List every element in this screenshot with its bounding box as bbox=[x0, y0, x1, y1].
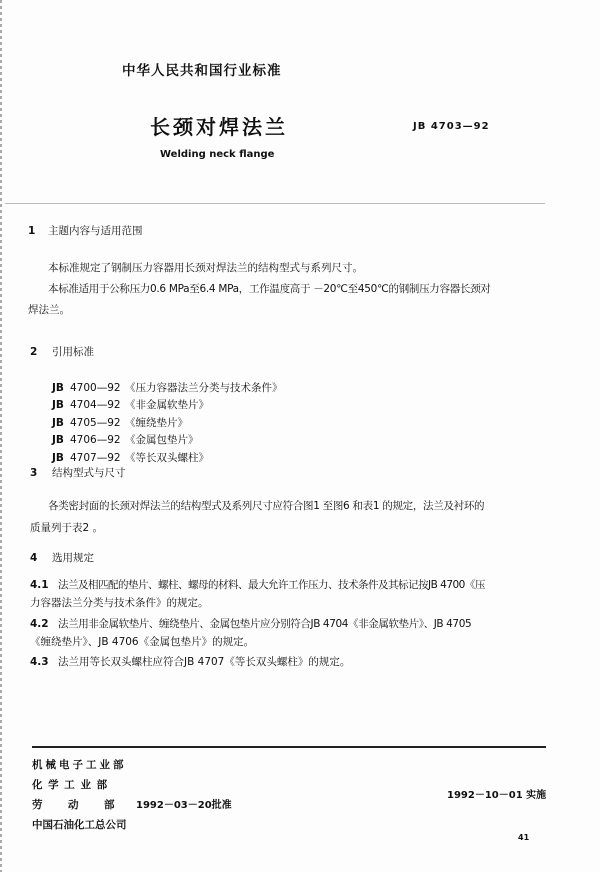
org-standard: 中华人民共和国行业标准 bbox=[122, 63, 282, 79]
english-title: Welding neck flange bbox=[160, 149, 275, 160]
section-number: 1 bbox=[28, 225, 36, 237]
clause-number: 4.3 bbox=[30, 656, 49, 668]
paragraph-line: 质量列于表2 。 bbox=[30, 522, 104, 534]
scan-edge bbox=[0, 0, 2, 872]
paragraph-line: 本标准规定了钢制压力容器用长颈对焊法兰的结构型式与系列尺寸。 bbox=[48, 262, 363, 274]
ref-code: JB bbox=[52, 399, 64, 411]
clause-line: 法兰及相匹配的垫片、螺柱、螺母的材料、最大允许工作压力、技术条件及其标记按JB 4700《压 bbox=[58, 579, 485, 591]
section-title: 结构型式与尺寸 bbox=[52, 467, 126, 479]
ref-code: JB bbox=[52, 452, 64, 464]
ref-number: 4707—92 bbox=[70, 452, 121, 464]
clause-line: 《缠绕垫片》、JB 4706《金属包垫片》的规定。 bbox=[30, 636, 255, 648]
section-number: 2 bbox=[30, 346, 38, 358]
clause-number: 4.1 bbox=[30, 579, 49, 591]
ref-number: 4705—92 bbox=[70, 417, 121, 429]
issuer: 劳 动 部 bbox=[32, 799, 116, 811]
footer-rule bbox=[32, 746, 546, 748]
paragraph-line: 焊法兰。 bbox=[28, 304, 70, 316]
issuer: 化 学 工 业 部 bbox=[32, 779, 109, 791]
ref-name: 《等长双头螺柱》 bbox=[125, 452, 209, 464]
page-number: 41 bbox=[518, 833, 530, 842]
ref-name: 《非金属软垫片》 bbox=[125, 399, 209, 411]
issuer: 中国石油化工总公司 bbox=[32, 819, 127, 831]
clause-line: 法兰用非金属软垫片、缠绕垫片、金属包垫片应分别符合JB 4704《非金属软垫片》、JB 4705 bbox=[58, 618, 472, 630]
ref-number: 4704—92 bbox=[70, 399, 121, 411]
document-title: 长颈对焊法兰 bbox=[150, 115, 288, 139]
issuer: 机械电子工业部 bbox=[32, 759, 127, 771]
ref-code: JB bbox=[52, 382, 64, 394]
ref-number: 4700—92 bbox=[70, 382, 121, 394]
clause-line: 力容器法兰分类与技术条件》的规定。 bbox=[30, 597, 209, 609]
clause-line: 法兰用等长双头螺柱应符合JB 4707《等长双头螺柱》的规定。 bbox=[58, 656, 351, 668]
section-title: 主题内容与适用范围 bbox=[48, 225, 143, 237]
ref-name: 《缠绕垫片》 bbox=[125, 417, 188, 429]
ref-code: JB bbox=[52, 417, 64, 429]
ref-number: 4706—92 bbox=[70, 434, 121, 446]
standard-number: JB 4703—92 bbox=[413, 121, 490, 132]
ref-code: JB bbox=[52, 434, 64, 446]
section-number: 4 bbox=[30, 552, 38, 564]
clause-number: 4.2 bbox=[30, 618, 49, 630]
ref-name: 《压力容器法兰分类与技术条件》 bbox=[125, 382, 283, 394]
section-title: 选用规定 bbox=[52, 552, 94, 564]
effective-date: 1992－10－01 实施 bbox=[447, 790, 547, 801]
section-title: 引用标准 bbox=[52, 346, 94, 358]
section-number: 3 bbox=[30, 467, 38, 479]
approval-date: 1992－03－20批准 bbox=[136, 800, 232, 811]
header-rule bbox=[5, 203, 545, 204]
ref-name: 《金属包垫片》 bbox=[125, 434, 199, 446]
paragraph-line: 本标准适用于公称压力0.6 MPa至6.4 MPa，工作温度高于 －20℃至450℃的钢制压力容器长颈对 bbox=[48, 283, 491, 295]
paragraph-line: 各类密封面的长颈对焊法兰的结构型式及系列尺寸应符合图1 至图6 和表1 的规定，法兰及衬环的 bbox=[48, 500, 485, 512]
